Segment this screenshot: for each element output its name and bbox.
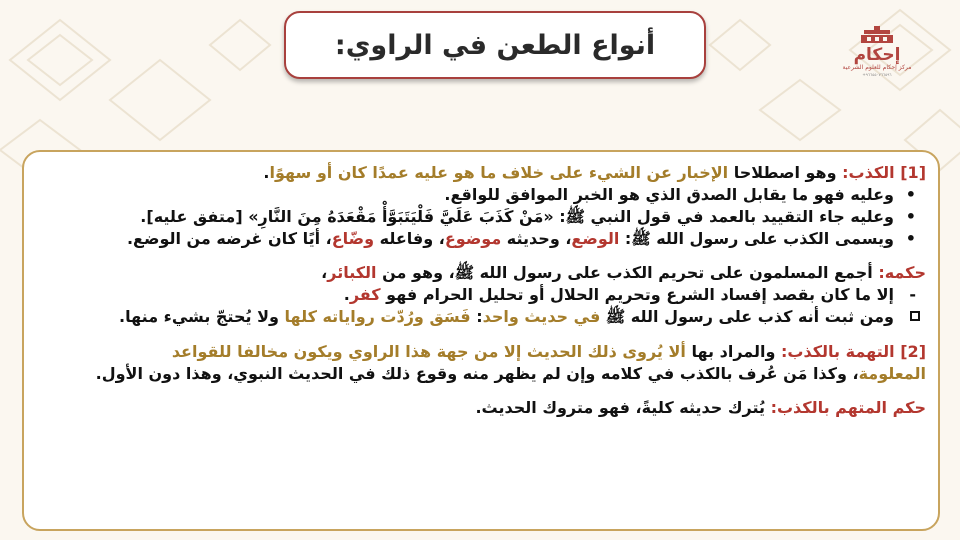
text-segment: ، (321, 263, 328, 282)
text-segment: التهمة بالكذب: (781, 342, 895, 361)
bullet-wad (38, 228, 926, 250)
text-segment: : (470, 307, 483, 326)
text-segment: يُترك حديثه كليةً، فهو متروك الحديث. (475, 398, 771, 417)
text-segment: ، أيًا كان غرضه من الوضع. (126, 229, 332, 248)
text-segment: موضوع (444, 229, 502, 248)
logo (842, 26, 912, 94)
text-segment: وعليه جاء التقييد بالعمد في قول النبي ﷺ: «مَنْ كَذَبَ عَلَيَّ فَلْيَتَبَوَّأْ مَقْعَدَهُ مِنَ النَّارِ» [متفق عليه]. (140, 207, 894, 226)
title-box (284, 11, 706, 79)
text-segment: [2] (894, 342, 926, 361)
hukm-muttaham (38, 397, 926, 419)
logo-name: إحكام (853, 45, 901, 65)
text-segment: الكذب: (842, 163, 895, 182)
text-segment: حكمه: (878, 263, 926, 282)
text-segment: فَسَق (429, 307, 471, 326)
text-segment: المعلومة (858, 364, 926, 383)
text-segment: ، وحديثه (501, 229, 572, 248)
text-segment: ، وفاعله (374, 229, 445, 248)
hukm-line (38, 262, 926, 284)
text-segment: ولا يُحتجّ بشيء منها. (119, 307, 285, 326)
text-segment: ومن ثبت أنه كذب على رسول الله ﷺ (600, 307, 894, 326)
tuhma-line-2 (38, 363, 926, 385)
text-segment: إلا ما كان بقصد إفساد الشرع وتحريم الحلال أو تحليل الحرام فهو (380, 285, 894, 304)
content-box (22, 150, 940, 531)
dash-kufr (38, 284, 926, 306)
tuhma-line-1 (38, 341, 926, 363)
checkbox-square-icon (910, 311, 920, 321)
spacer (38, 250, 926, 262)
text-segment: ألا يُروى ذلك الحديث إلا من جهة هذا الراوي ويكون مخالفا للقواعد (171, 342, 686, 361)
dash-icon: - (909, 285, 916, 304)
text-segment: ورُدّت رواياته كلها (284, 307, 424, 326)
logo-subtitle: مركز إحكام للعلوم الشرعية (842, 64, 912, 71)
text-segment: الوضع (571, 229, 620, 248)
bullet-hadith (38, 206, 926, 228)
text-segment: وضّاع (331, 229, 375, 248)
text-segment: وعليه فهو ما يقابل الصدق الذي هو الخبر الموافق للواقع. (444, 185, 894, 204)
text-segment: ، وكذا مَن عُرف بالكذب في كلامه وإن لم يظهر منه وقوع ذلك في الحديث النبوي، وهذا دون الأول. (95, 364, 859, 383)
text-segment: أجمع المسلمون على تحريم الكذب على رسول الله ﷺ، وهو من (376, 263, 879, 282)
text-segment: . (263, 163, 270, 182)
text-segment: وهو اصطلاحا (728, 163, 843, 182)
logo-tiny-text: +٩٦٦٥٥٠٧٦٦٥٩٦ (862, 72, 892, 77)
page-title: أنواع الطعن في الراوي: (334, 29, 656, 61)
bullet-dot-icon: • (905, 207, 916, 226)
logo-emblem (860, 26, 894, 44)
bullet-dot-icon: • (905, 185, 916, 204)
text-segment: [1] (894, 163, 926, 182)
text-segment: في حديث واحد (482, 307, 601, 326)
spacer (38, 385, 926, 397)
bullet-sidq (38, 184, 926, 206)
text-segment: الإخبار عن الشيء على خلاف ما هو عليه عمدًا كان أو سهوًا (269, 163, 729, 182)
text-segment: الكبائر (327, 263, 377, 282)
text-segment: والمراد بها (685, 342, 782, 361)
text-segment: ويسمى الكذب على رسول الله ﷺ: (619, 229, 894, 248)
text-segment: حكم المتهم بالكذب: (770, 398, 926, 417)
text-segment: كفر (349, 285, 381, 304)
text-segment: . (343, 285, 350, 304)
box-fisq (38, 306, 926, 328)
kadhib-definition (38, 162, 926, 184)
spacer (38, 328, 926, 341)
bullet-dot-icon: • (905, 229, 916, 248)
